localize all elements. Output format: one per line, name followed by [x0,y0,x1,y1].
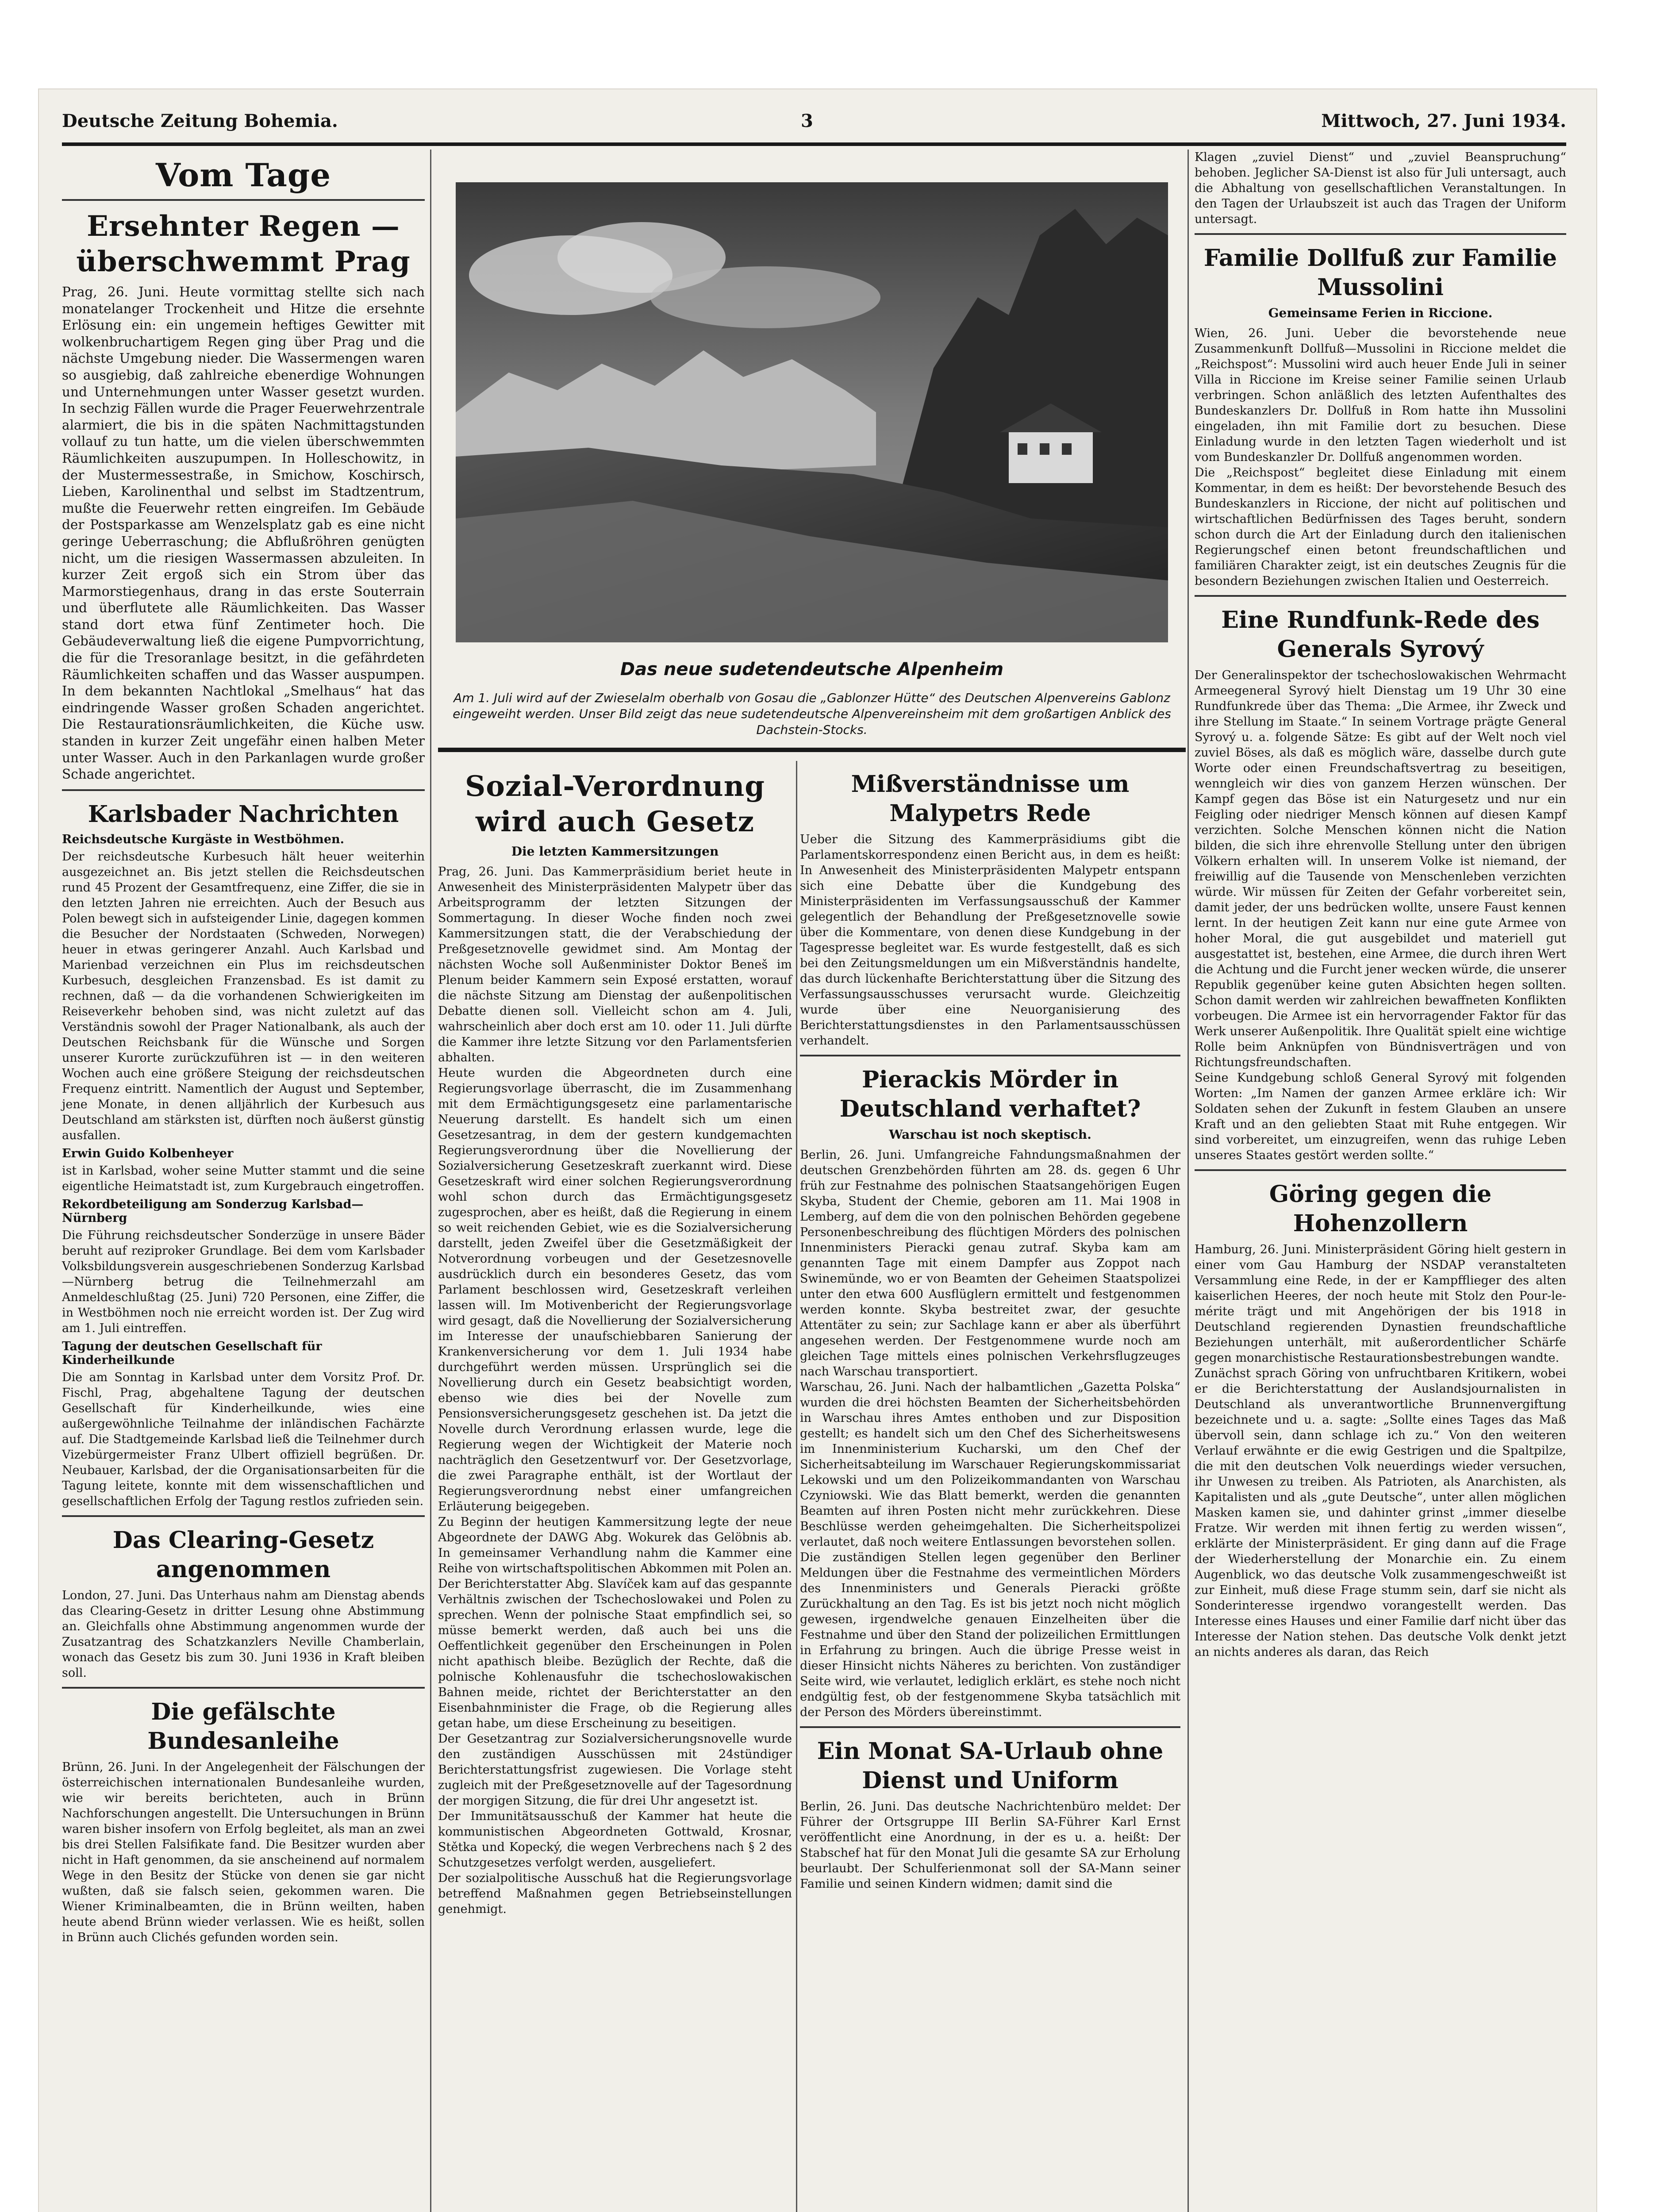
article-body-pieracki-1: Berlin, 26. Juni. Umfangreiche Fahndungsmaßnahmen der deutschen Grenzbehörden führten am 28. ds. gegen 6 Uhr früh zur Festnahme des polnischen Staatsangehörigen Eugen Skyba, Student der Chemie, geboren am 11. Mai 1908 in Lemberg, auf dem die von den polnischen Behörden gegebene Personenbeschreibung des flüchtigen Mörders des polnischen Innenministers Pieracki genau zutraf. Skyba kam am genannten Tage mit einem Dampfer aus Zoppot nach Swinemünde, wo er von Beamten der Geheimen Staatspolizei unter den etwa 600 Ausflüglern ermittelt und festgenommen werden konnte. Skyba bestreitet zwar, der gesuchte Attentäter zu sein; zur Sachlage kann er aber als überführt angesehen werden. Der Festgenommene wurde noch am gleichen Tage mittels eines polnischen Verkehrsflugzeuges nach Warschau transportiert. [800,1148,1180,1379]
article-body-clearing: London, 27. Juni. Das Unterhaus nahm am Dienstag abends das Clearing-Gesetz in dritter Lesung ohne Abstimmung an. Gleichfalls ohne Abstimmung angenommen wurde der Zusatzantrag des Schatzkanzlers Neville Chamberlain, wonach das Gesetz bis zum 30. Juni 1936 in Kraft bleiben soll. [62,1588,425,1680]
headline-karlsbad: Karlsbader Nachrichten [88,800,399,828]
page-number: 3 [801,111,813,131]
photo-hut-wall [1009,430,1093,483]
article-body-dollfuss-2: Die „Reichspost“ begleitet diese Einladung mit einem Kommentar, in dem es heißt: Der bevorstehende Besuch des Bundeskanzlers in Riccione, der nicht auf politischen und wirtschaftlichen Bedürfnissen des Tages beruht, sondern schon durch die Art der Einladung durch den italienischen Regierungschef einen betont freundschaftlichen und familiären Charakter zeigt, ist ein deutsches Zeugnis für die besondern Beziehungen zwischen Italien und Oesterreich. [1195,466,1566,588]
photo-caption-text: Am 1. Juli wird auf der Zwieselalm oberhalb von Gosau die „Gablonzer Hütte“ des Deutschen Alpenvereins Gablonz eingeweiht werden. Unser Bild zeigt das neue sudetendeutsche Alpenvereinsheim mit dem großartigen Anblick des Dachstein-Stocks. [453,691,1171,737]
article-body-sozial-2: Heute wurden die Abgeordneten durch eine Regierungsvorlage überrascht, die im Zusammenhang mit dem Ermächtigungsgesetz eine parlamentarische Neuerung darstellt. Es handelt sich um einen Gesetzesantrag, in dem der gestern kundgemachten Regierungsverordnung über die Novellierung der Sozialversicherung Gesetzeskraft zuerkannt wird. Diese Gesetzeskraft wird einer solchen Regierungsverordnung wohl schon durch das Ermächtigungsgesetz zugesprochen, aber es heißt, daß die Regierung in einem so weit reichenden Gebiet, wie es die Sozialversicherung darstellt, jeden Zweifel über die Gesetzmäßigkeit der Notverordnung vorbeugen und der Gesetzesnovelle ausdrücklich durch ein besonderes Gesetz, das vom Parlament beschlossen wird, Gesetzeskraft verleihen lassen will. Im Motivenbericht der Regierungsvorlage wird gesagt, daß die Novellierung der Sozialversicherung im Interesse der unaufschiebbaren Sanierung der Krankenversicherung vor dem 1. Juli 1934 habe durchgeführt werden müssen. Ursprünglich sei die Novellierung durch ein Gesetz beabsichtigt worden, ebenso wie dies bei der Novelle zum Pensionsversicherungsgesetz geschehen ist. Da jetzt die Novelle durch Verordnung erlassen wurde, lege die Regierung wegen der Wichtigkeit der Materie noch nachträglich den Gesetzentwurf vor. Der Gesetzvorlage, die zwei Paragraphe enthält, ist der Wortlaut der Regierungsverordnung nebst einer umfangreichen Erläuterung beigegeben. [438,1066,792,1513]
headline-bundesanleihe: Die gefälschte Bundesanleihe [147,1698,339,1755]
alpine-hut-photo [456,182,1168,642]
headline-regen: Ersehnter Regen — überschwemmt Prag [76,210,411,278]
divider [1195,233,1566,235]
masthead-rule [62,142,1566,146]
column-right [1195,150,1566,1660]
photo-hut-window [1062,443,1072,455]
article-body-sozial-6: Der sozialpolitische Ausschuß hat die Regierungsvorlage betreffend Maßnahmen gegen Betriebseinstellungen genehmigt. [438,1871,792,1916]
article-body-bundesanleihe: Brünn, 26. Juni. In der Angelegenheit der Fälschungen der österreichischen internationalen Bundesanleihe wurden, wie wir bereits berichteten, auch in Brünn Nachforschungen angestellt. Die Untersuchungen in Brünn waren bisher insofern von Erfolg begleitet, als man an zwei bis drei Stellen Falsifikate fand. Die Besitzer wurden aber nicht in Haft genommen, da sie anscheinend auf normalem Wege in den Besitz der Stücke von denen sie gar nicht wußten, daß sie falsch seien, gekommen waren. Die Wiener Kriminalbeamten, die in Brünn weilten, haben heute abend Brünn wieder verlassen. Wie es heißt, sollen in Brünn auch Clichés gefunden worden sein. [62,1760,425,1944]
headline-syrovy: Eine Rundfunk-Rede des Generals Syrový [1221,607,1540,663]
issue-date: Mittwoch, 27. Juni 1934. [1321,111,1566,131]
subheading-kinderheilkunde: Tagung der deutschen Gesellschaft für Kinderheilkunde [62,1339,322,1367]
divider [800,1055,1180,1056]
subheading-warschau: Warschau ist noch skeptisch. [889,1127,1091,1142]
column-divider [796,761,797,2212]
article-body-sozial-5: Der Immunitätsausschuß der Kammer hat heute die kommunistischen Abgeordneten Gottwald, Krosnar, Stětka und Kopecký, die wegen Verbrechens nach § 2 des Schutzgesetzes verfolgt werden, ausgeliefert. [438,1809,792,1870]
article-body-pieracki-3: Die zuständigen Stellen legen gegenüber den Berliner Meldungen über die Festnahme des vermeintlichen Mörders des Innenministers und Generals Pieracki größte Zurückhaltung an den Tag. Es ist bis jetzt noch nicht möglich gewesen, irgendwelche genauen Einzelheiten über die Festnahme und über den Stand der polizeilichen Ermittlungen in Erfahrung zu bringen. Auch die übrige Presse weist in dieser Hinsicht nichts Näheres zu berichten. Von zuständiger Seite wird, wie verlautet, lediglich erklärt, es stehe noch nicht endgültig fest, ob der festgenommene Skyba tatsächlich mit der Person des Mörders übereinstimmt. [800,1551,1180,1719]
divider [62,789,425,791]
masthead [62,106,1566,137]
headline-clearing: Das Clearing-Gesetz angenommen [112,1526,374,1583]
photo-caption-title: Das neue sudetendeutsche Alpenheim [620,659,1004,680]
column-divider [1187,150,1189,2212]
headline-malypetr: Mißverständnisse um Malypetrs Rede [851,771,1130,827]
photo-hut-window [1040,443,1049,455]
divider [1195,1169,1566,1171]
divider [62,199,425,201]
section-heading-vom-tage: Vom Tage [155,156,331,194]
headline-pieracki: Pierackis Mörder in Deutschland verhaftet? [839,1066,1141,1122]
subheading-riccione: Gemeinsame Ferien in Riccione. [1268,306,1493,320]
photo-cloud [650,266,880,328]
article-body-syrovy-1: Der Generalinspektor der tschechoslowakischen Wehrmacht Armeegeneral Syrový hielt Dienstag um 19 Uhr 30 eine Rundfunkrede über das Thema: „Die Armee, ihr Zweck und ihre Stellung im Staate.“ In seinem Vortrage prägte General Syrový u. a. folgende Sätze: Es gibt auf der Welt noch viel zuviel Böses, als daß es möglich wäre, dasselbe durch gute Worte oder einen Freundschaftsvertrag zu beseitigen, wenngleich wir dies von ganzem Herzen wünschen. Der Kampf gegen das Böse ist ein Naturgesetz und nur ein Feigling oder niedriger Mensch können auf diesen Kampf verzichten. Solche Menschen können nicht die Nation bilden, die sich ihre ehrenvolle Stellung unter den übrigen Völkern erhalten will. In unserem Volke ist niemand, der freiwillig auf die Tausende von Menschenleben verzichten würde. Wir müssen für Zeiten der Gefahr vorbereitet sein, damit jeder, der uns bedrücken wollte, unsere Faust kennen lernt. In der heutigen Zeit kann nur eine gute Armee von hoher Moral, die gut ausgebildet und materiell gut ausgestattet ist, bestehen, eine Armee, die durch ihren Wert die Achtung und die Furcht jener wecken würde, die unserer Republik gegenüber keine guten Absichten hegen sollten. Schon damit werden wir zahlreichen bewaffneten Konflikten vorbeugen. Die Armee ist ein hervorragender Faktor für das Werk unserer Außenpolitik. Ihre Qualität spielt eine wichtige Rolle beim Anknüpfen von Bündnisverträgen und von Richtungsfreundschaften. [1195,668,1566,1069]
article-body-sa-continued: Klagen „zuviel Dienst“ und „zuviel Beanspruchung“ behoben. Jeglicher SA-Dienst ist also für Juli untersagt, auch die Abhaltung von gesellschaftlichen Veranstaltungen. In den Tagen der Urlaubszeit ist auch das Tragen der Uniform untersagt. [1195,150,1566,226]
headline-goering: Göring gegen die Hohenzollern [1269,1181,1492,1237]
headline-dollfuss: Familie Dollfuß zur Familie Mussolini [1203,245,1557,301]
article-body-kolbenheyer: ist in Karlsbad, woher seine Mutter stammt und die seine eigentliche Heimatstadt ist, zum Kurgebrauch eingetroffen. [62,1164,425,1193]
subheading-kurgaeste: Reichsdeutsche Kurgäste in Westböhmen. [62,832,345,846]
headline-sozialverordnung: Sozial-Verordnung wird auch Gesetz [465,770,765,838]
divider [800,1726,1180,1728]
paper-name: Deutsche Zeitung Bohemia. [62,111,338,131]
article-body-sozial-4: Der Gesetzantrag zur Sozialversicherungsnovelle wurde den zuständigen Ausschüssen mit 24stündiger Berichterstattungsfrist zugewiesen. Die Vorlage steht zugleich mit der Preßgesetznovelle auf der Tagesordnung der morgigen Sitzung, die für drei Uhr angesetzt ist. [438,1732,792,1808]
article-body-karlsbad: Der reichsdeutsche Kurbesuch hält heuer weiterhin ausgezeichnet an. Bis jetzt stellen die Reichsdeutschen rund 45 Prozent der Gesamtfrequenz, eine Ziffer, die sie in den letzten Jahren nie erreichten. Auch der Besuch aus Polen bewegt sich in aufsteigender Linie, dagegen kommen die Besucher der Nordstaaten (Schweden, Norwegen) heuer in etwas geringerer Anzahl. Auch Karlsbad und Marienbad verzeichnen ein Plus im reichsdeutschen Kurbesuch, desgleichen Franzensbad. Es ist damit zu rechnen, daß — da die vorhandenen Schwierigkeiten im Reiseverkehr behoben sind, was nicht zuletzt auf das Verständnis sowohl der Prager Nationalbank, als auch der Deutschen Reichsbank für die Wünsche und Sorgen unserer Kurorte zurückzuführen ist — in den weiteren Wochen auch eine größere Steigung der reichsdeutschen Frequenz eintritt. Namentlich der August und September, jene Monate, in denen alljährlich der Kurbesuch aus Deutschland am stärksten ist, dürften noch äußerst günstig ausfallen. [62,849,425,1142]
divider [62,1515,425,1517]
column-center-left [438,761,792,1917]
article-body-regen: Prag, 26. Juni. Heute vormittag stellte sich nach monatelanger Trockenheit und Hitze die ersehnte Erlösung ein: ein ungemein heftiges Gewitter mit wolkenbruchartigem Regen ging über Prag und die nächste Umgebung nieder. Die Wassermengen waren so ausgiebig, daß zahlreiche ebenerdige Wohnungen und Unternehmungen unter Wasser gesetzt wurden. In sechzig Fällen wurde die Prager Feuerwehrzentrale alarmiert, die bis in die späten Nachmittagstunden vollauf zu tun hatte, um die vielen überschwemmten Räumlichkeiten auszupumpen. In Holleschowitz, in der Mustermessestraße, in Smichow, Koschirsch, Lieben, Karolinenthal und selbst im Stadtzentrum, mußte die Feuerwehr retten eingreifen. Im Gebäude der Postsparkasse am Wenzelsplatz gab es eine nicht geringe Ueberraschung; die Abflußröhren genügten nicht, um die riesigen Wassermassen abzuleiten. In kurzer Zeit ergoß sich ein Strom über das Marmorstiegenhaus, drang in das erste Souterrain und überflutete alle Räumlichkeiten. Das Wasser stand dort etwa fünf Zentimeter hoch. Die Gebäudeverwaltung ließ die eigene Pumpvorrichtung, die für die Tresoranlage besitzt, in die gefährdeten Räumlichkeiten schaffen und das Wasser auspumpen. In dem bekannten Nachtlokal „Smelhaus“ hat das eindringende Wasser großen Schaden angerichtet. Die Restaurationsräumlichkeiten, die Küche usw. standen in kurzer Zeit ungefähr einen halben Meter unter Wasser. Auch in den Parkanlagen wurde großer Schade angerichtet. [62,284,425,782]
divider [1195,595,1566,597]
photo-rule [438,748,1186,752]
article-body-kinderheilkunde: Die am Sonntag in Karlsbad unter dem Vorsitz Prof. Dr. Fischl, Prag, abgehaltene Tagung der deutschen Gesellschaft für Kinderheilkunde, wies eine außergewöhnliche Teilnahme der inländischen Fachärzte auf. Die Stadtgemeinde Karlsbad ließ die Teilnehmer durch Vizebürgermeister Franz Ulbert offiziell begrüßen. Dr. Neubauer, Karlsbad, der die Organisationsarbeiten für die Tagung leitete, konnte mit dem wissenschaftlichen und gesellschaftlichen Erfolg der Tagung restlos zufrieden sein. [62,1370,425,1508]
article-body-malypetr: Ueber die Sitzung des Kammerpräsidiums gibt die Parlamentskorrespondenz einen Bericht aus, in dem es heißt: In Anwesenheit des Ministerpräsidenten Malypetr entspann sich eine Debatte über die Kundgebung des Ministerpräsidenten im Verfassungsausschuß der Kammer gelegentlich der Behandlung der Preßgesetznovelle sowie über die Kommentare, von denen diese Kundgebung in der Tagespresse begleitet war. Es wurde festgestellt, daß es sich bei den Zeitungsmeldungen um ein Mißverständnis handelte, das durch lückenhafte Berichterstattung über die Sitzung des Verfassungsausschusses verursacht wurde. Gleichzeitig wurde über eine Neuorganisierung des Berichterstattungsdienstes in den Parlamentsausschüssen verhandelt. [800,833,1180,1048]
article-body-sozial-1: Prag, 26. Juni. Das Kammerpräsidium beriet heute in Anwesenheit des Ministerpräsidenten Malypetr über das Arbeitsprogramm der letzten Sitzungen der Sommertagung. In dieser Woche finden noch zwei Kammersitzungen statt, die der Verabschiedung der Preßgesetznovelle gewidmet sind. Am Montag der nächsten Woche soll Außenminister Doktor Beneš im Plenum beider Kammern sein Exposé erstatten, worauf die nächste Sitzung am Dienstag der außenpolitischen Debatte dienen soll. Vielleicht schon am 4. Juli, wahrscheinlich aber doch erst am 10. oder 11. Juli dürfte die Kammer ihre letzte Sitzung vor den Parlamentsferien abhalten. [438,865,792,1064]
column-left [62,150,425,1945]
column-divider [430,150,431,2212]
article-body-sa-urlaub: Berlin, 26. Juni. Das deutsche Nachrichtenbüro meldet: Der Führer der Ortsgruppe III Berlin SA-Führer Karl Ernst veröffentlicht eine Anordnung, in der es u. a. heißt: Der Stabschef hat für den Monat Juli die gesamte SA zur Erholung beurlaubt. Der Schulferienmonat soll der SA-Mann seiner Familie und seinen Kindern widmen; damit sind die [800,1800,1180,1891]
article-body-syrovy-2: Seine Kundgebung schloß General Syrový mit folgenden Worten: „Im Namen der ganzen Armee erkläre ich: Wir Soldaten sehen der Zukunft in festem Glauben an unsere Kraft und an den geliebten Staat mit Ruhe entgegen. Wir sind vorbereitet, um einzugreifen, wenn das ruhige Leben unseres Staates gestört werden sollte.“ [1195,1071,1566,1162]
subheading-kolbenheyer: Erwin Guido Kolbenheyer [62,1146,234,1160]
article-body-sozial-3: Zu Beginn der heutigen Kammersitzung legte der neue Abgeordnete der DAWG Abg. Wokurek das Gelöbnis ab. In gemeinsamer Verhandlung nahm die Kammer eine Reihe von wirtschaftspolitischen Abkommen mit Polen an. Der Berichterstatter Abg. Slavíček kam auf das gespannte Verhältnis zwischen der Tschechoslowakei und Polen zu sprechen. Wenn der polnische Staat empfindlich sei, so müsse bemerkt werden, daß auch bei uns die Oeffentlichkeit gegenüber den Erscheinungen in Polen nicht apathisch bleibe. Bezüglich der Rechte, daß die polnische Kohlenausfuhr die tschechoslowakischen Bahnen meide, richtet der Berichterstatter an den Eisenbahnminister die Frage, ob die Regierung alles getan habe, um diese Erscheinung zu beseitigen. [438,1515,792,1730]
article-body-goering-1: Hamburg, 26. Juni. Ministerpräsident Göring hielt gestern in einer vom Gau Hamburg der NSDAP veranstalteten Versammlung eine Rede, in der er Kampfflieger des alten kaiserlichen Heeres, der noch heute mit Stolz den Pour-le-mérite trägt und mit Angehörigen der bis 1918 in Deutschland regierenden Dynastien freundschaftliche Beziehungen unterhält, mit außerordentlicher Schärfe gegen monarchistische Restaurationsbestrebungen wandte. [1195,1243,1566,1365]
article-body-goering-2: Zunächst sprach Göring von unfruchtbaren Kritikern, wobei er die Berichterstattung der Auslandsjournalisten in Deutschland als unverantwortliche Brunnenvergiftung bezeichnete und u. a. sagte: „Sollte eines Tages das Maß übervoll sein, dann schlage ich zu.“ Von den weiteren Verlauf erwähnte er die ewig Gestrigen und die Spaltpilze, die mit den deutschen Volk neuerdings wieder versuchen, ihr Unwesen zu treiben. Als Patrioten, als Anarchisten, als Kapitalisten und als „gute Deutsche“, unter allen möglichen Masken kamen sie, und dahinter grinst „immer dieselbe Fratze. Wir werden mit ihnen fertig zu werden wissen“, erklärte der Ministerpräsident. Er ging dann auf die Frage der Wiederherstellung der Monarchie ein. Zu einem Augenblick, wo das deutsche Volk zusammengeschweißt ist zur Einheit, muß diese Frage stumm sein, darf sie nicht als Sonderinteresse irgendwo vorangestellt werden. Das Interesse eines Hauses und einer Familie darf nicht über das Interesse der Nation stehen. Das deutsche Volk denkt jetzt an nichts anderes als daran, das Reich [1195,1367,1566,1659]
article-body-pieracki-2: Warschau, 26. Juni. Nach der halbamtlichen „Gazetta Polska“ wurden die drei höchsten Beamten der Sicherheitsbehörden in Warschau ihres Amtes enthoben und zur Disposition gestellt; es handelt sich um den Chef des Sicherheitswesens im Innenministerium Kucharski, um den Chef der Sicherheitsabteilung im Warschauer Regierungskommissariat Lekowski und um den Polizeikommandanten von Warschau Czyniowski. Wie das Blatt bemerkt, werden die genannten Beamten auf ihren Posten nicht mehr zurückkehren. Diese Beschlüsse werden geheimgehalten. Die Sicherheitspolizei verlautet, daß noch weitere Entlassungen bevorstehen sollen. [800,1380,1180,1549]
column-center-right [800,761,1180,1892]
article-body-sonderzug: Die Führung reichsdeutscher Sonderzüge in unsere Bäder beruht auf reziproker Grundlage. Bei dem vom Karlsbader Volksbildungsverein ausgeschriebenen Sonderzug Karlsbad—Nürnberg betrug die Teilnehmerzahl am Anmeldeschlußtag (25. Juni) 720 Personen, eine Ziffer, die in Westböhmen noch nie erreicht worden ist. Der Zug wird am 1. Juli eintreffen. [62,1228,425,1335]
photo-hut-window [1018,443,1027,455]
divider [62,1687,425,1689]
article-body-dollfuss-1: Wien, 26. Juni. Ueber die bevorstehende neue Zusammenkunft Dollfuß—Mussolini in Riccione meldet die „Reichspost“: Mussolini wird auch heuer Ende Juli in seiner Villa in Riccione im Kreise seiner Familie seinen Urlaub verbringen. Schon anläßlich des letzten Aufenthaltes des Bundeskanzlers Dr. Dollfuß in Rom hatte ihn Mussolini eingeladen, ihn mit Familie dort zu besuchen. Diese Einladung wurde in den letzten Tagen wiederholt und ist vom Bundeskanzler Dr. Dollfuß angenommen worden. [1195,326,1566,464]
subheading-sonderzug: Rekordbeteiligung am Sonderzug Karlsbad—Nürnberg [62,1197,364,1225]
headline-sa-urlaub: Ein Monat SA-Urlaub ohne Dienst und Uniform [817,1738,1164,1794]
subheading-kammersitzungen: Die letzten Kammersitzungen [511,844,719,859]
